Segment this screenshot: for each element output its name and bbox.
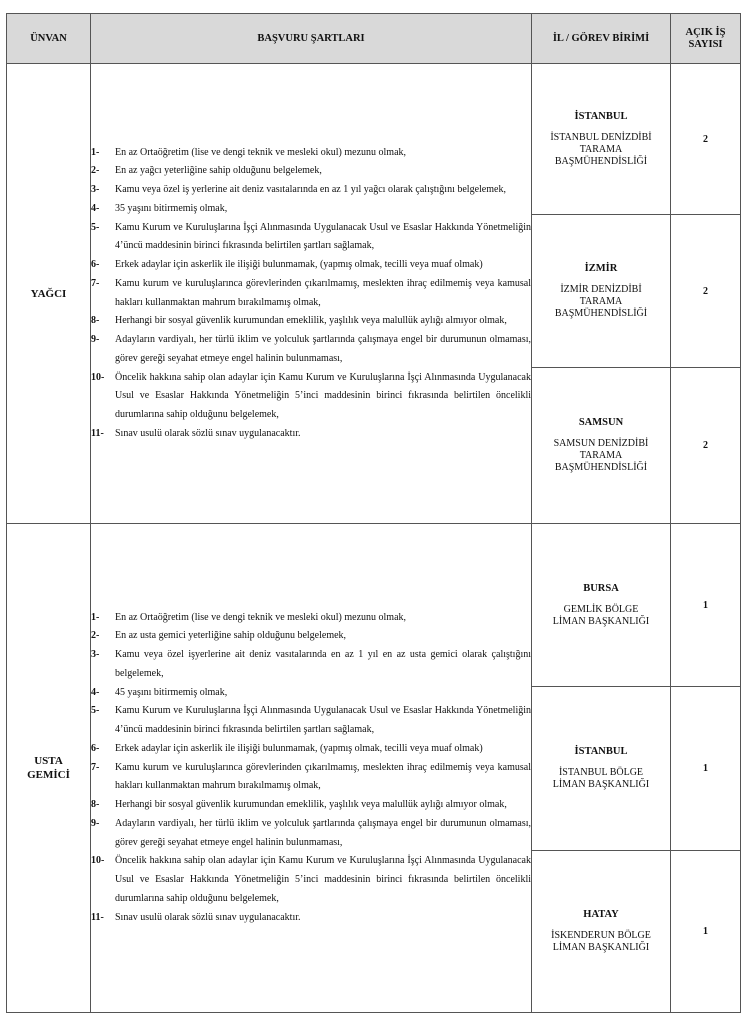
unit-office-line: LİMAN BAŞKANLIĞI bbox=[552, 779, 650, 790]
requirement-text: Öncelik hakkına sahip olan adaylar için Kamu Kurum ve Kuruluşlarına İşçi Alınmasında Uygulanacak Usul ve Esaslar Hakkında Yönetmeliğin 5’inci maddesinin birinci fıkrasında belirtilen öncelikli durumlarına sahip olduğunu belgelemek, bbox=[115, 371, 531, 420]
requirement-number: 9- bbox=[91, 817, 100, 829]
requirement-item bbox=[91, 646, 531, 684]
requirement-number: 11- bbox=[91, 911, 104, 923]
position-title-line: USTA bbox=[34, 755, 63, 767]
unit-office-line: BAŞMÜHENDİSLİĞİ bbox=[554, 462, 648, 473]
header-count-line2: SAYISI bbox=[688, 38, 723, 50]
requirement-number: 2- bbox=[91, 630, 100, 642]
requirement-item bbox=[91, 144, 531, 163]
requirement-number: 6- bbox=[91, 742, 100, 754]
open-positions-count: 2 bbox=[671, 368, 741, 524]
requirement-text: En az Ortaöğretim (lise ve dengi teknik ve mesleki okul) mezunu olmak, bbox=[115, 611, 407, 623]
requirement-number: 7- bbox=[91, 761, 100, 773]
unit-cell bbox=[532, 687, 671, 851]
unit-cell bbox=[532, 851, 671, 1013]
table-body bbox=[7, 64, 741, 1013]
requirement-text: Kamu Kurum ve Kuruluşlarına İşçi Alınmasında Uygulanacak Usul ve Esaslar Hakkında Yönetmeliğin 4’üncü maddesinin birinci fıkrasında belirtilen şartları sağlamak, bbox=[115, 221, 531, 252]
unit-office-line: TARAMA bbox=[579, 450, 623, 461]
requirement-text: Erkek adaylar için askerlik ile ilişiği bulunmamak, (yapmış olmak, tecilli veya muaf olmak) bbox=[115, 742, 483, 754]
requirement-text: Kamu kurum ve kuruluşlarınca görevlerinden çıkarılmamış, meslekten ihraç edilmemiş veya kamusal hakları kullanmaktan mahrum bırakılmamış olmak, bbox=[115, 277, 531, 308]
open-positions-count: 2 bbox=[671, 64, 741, 215]
unit-office-line: İZMİR DENİZDİBİ bbox=[560, 283, 642, 295]
requirement-text: En az usta gemici yeterliğine sahip olduğunu belgelemek, bbox=[115, 630, 347, 642]
job-openings-table bbox=[6, 13, 741, 1013]
header-unit: İL / GÖREV BİRİMİ bbox=[532, 14, 671, 64]
requirement-number: 11- bbox=[91, 427, 104, 439]
requirement-item bbox=[91, 740, 531, 759]
requirement-item bbox=[91, 796, 531, 815]
requirement-text: En az Ortaöğretim (lise ve dengi teknik ve mesleki okul) mezunu olmak, bbox=[115, 146, 407, 158]
unit-cell bbox=[532, 524, 671, 687]
unit-office-line: GEMLİK BÖLGE bbox=[563, 603, 639, 615]
requirement-number: 8- bbox=[91, 315, 100, 327]
requirement-item bbox=[91, 852, 531, 908]
position-title-line: GEMİCİ bbox=[27, 769, 70, 781]
unit-office-line: BAŞMÜHENDİSLİĞİ bbox=[554, 155, 648, 167]
header-count bbox=[671, 14, 741, 64]
requirement-item bbox=[91, 219, 531, 257]
open-positions-count: 1 bbox=[671, 687, 741, 851]
position-title-line: YAĞCI bbox=[30, 287, 67, 300]
unit-city: SAMSUN bbox=[578, 417, 624, 428]
unit-cell bbox=[532, 215, 671, 368]
requirement-item bbox=[91, 200, 531, 219]
table-row bbox=[7, 524, 741, 687]
requirement-item bbox=[91, 162, 531, 181]
requirement-item bbox=[91, 181, 531, 200]
unit-office-line: SAMSUN DENİZDİBİ bbox=[553, 438, 649, 449]
requirement-number: 10- bbox=[91, 371, 105, 383]
unit-cell bbox=[532, 368, 671, 524]
requirement-text: Adayların vardiyalı, her türlü iklim ve yolculuk şartlarında çalışmaya engel bir durumunun olmaması, görev gereği seyahat etmeye engel halinin bulunmaması, bbox=[115, 334, 531, 364]
requirement-item bbox=[91, 909, 531, 928]
requirement-item bbox=[91, 275, 531, 313]
unit-office-line: İSTANBUL DENİZDİBİ bbox=[550, 131, 652, 143]
requirement-text: Kamu veya özel işyerlerine ait deniz vasıtalarında en az 1 yıl en az usta gemici olarak çalıştığını belgelemek, bbox=[115, 649, 531, 679]
requirement-item bbox=[91, 369, 531, 425]
requirement-number: 1- bbox=[91, 611, 100, 623]
requirement-text: Kamu veya özel iş yerlerine ait deniz vasıtalarında en az 1 yıl yağcı olarak çalıştığını belgelemek, bbox=[115, 184, 506, 195]
requirement-number: 7- bbox=[91, 277, 100, 289]
requirement-item bbox=[91, 684, 531, 703]
unit-city: İSTANBUL bbox=[574, 110, 628, 122]
requirement-number: 9- bbox=[91, 334, 100, 345]
requirement-text: Kamu Kurum ve Kuruluşlarına İşçi Alınmasında Uygulanacak Usul ve Esaslar Hakkında Yönetmeliğin 4’üncü maddesinin birinci fıkrasında belirtilen şartları sağlamak, bbox=[115, 705, 531, 736]
unit-office-line: LİMAN BAŞKANLIĞI bbox=[552, 942, 650, 953]
requirement-item bbox=[91, 331, 531, 369]
unit-office-line: LİMAN BAŞKANLIĞI bbox=[552, 615, 650, 627]
unit-office-line: İSKENDERUN BÖLGE bbox=[551, 930, 651, 941]
requirement-text: Herhangi bir sosyal güvenlik kurumundan emeklilik, yaşlılık veya malullük aylığı almıyor olmak, bbox=[115, 315, 507, 327]
requirements-cell bbox=[91, 64, 532, 524]
requirement-text: Sınav usulü olarak sözlü sınav uygulanacaktır. bbox=[115, 427, 301, 439]
requirement-number: 10- bbox=[91, 855, 105, 867]
unit-city: BURSA bbox=[583, 582, 619, 594]
open-positions-count: 1 bbox=[671, 524, 741, 687]
unit-office-line: TARAMA bbox=[579, 143, 623, 155]
header-count-line1: AÇIK İŞ bbox=[685, 26, 726, 38]
unit-office-line: BAŞMÜHENDİSLİĞİ bbox=[554, 307, 648, 319]
header-row bbox=[7, 14, 741, 64]
requirement-text: Adayların vardiyalı, her türlü iklim ve yolculuk şartlarında çalışmaya engel bir durumunun olmaması, görev gereği seyahat etmeye engel halinin bulunmaması, bbox=[115, 817, 531, 848]
requirement-number: 5- bbox=[91, 705, 100, 717]
requirement-number: 3- bbox=[91, 184, 100, 195]
requirement-number: 8- bbox=[91, 799, 100, 811]
requirement-item bbox=[91, 609, 531, 628]
requirements-list bbox=[91, 144, 531, 444]
unit-city: HATAY bbox=[583, 909, 619, 920]
unit-cell bbox=[532, 64, 671, 215]
requirement-number: 4- bbox=[91, 686, 100, 698]
requirement-text: 35 yaşını bitirmemiş olmak, bbox=[115, 202, 228, 214]
requirement-number: 3- bbox=[91, 649, 100, 661]
requirement-item bbox=[91, 759, 531, 797]
requirement-text: Erkek adaylar için askerlik ile ilişiği bulunmamak, (yapmış olmak, tecilli veya muaf olmak) bbox=[115, 259, 483, 270]
unit-office-line: TARAMA bbox=[579, 295, 623, 307]
requirement-text: 45 yaşını bitirmemiş olmak, bbox=[115, 686, 228, 698]
requirement-item bbox=[91, 256, 531, 275]
requirement-number: 5- bbox=[91, 221, 100, 233]
requirement-item bbox=[91, 425, 531, 444]
unit-office-line: İSTANBUL BÖLGE bbox=[558, 767, 644, 778]
requirement-text: Sınav usulü olarak sözlü sınav uygulanacaktır. bbox=[115, 911, 301, 923]
position-title bbox=[7, 524, 91, 1013]
requirement-item bbox=[91, 815, 531, 853]
open-positions-count: 2 bbox=[671, 215, 741, 368]
requirement-text: Öncelik hakkına sahip olan adaylar için Kamu Kurum ve Kuruluşlarına İşçi Alınmasında Uygulanacak Usul ve Esaslar Hakkında Yönetmeliğin 5’inci maddesinin birinci fıkrasında belirtilen öncelikli durumlarına sahip olduğunu belgelemek, bbox=[115, 855, 531, 904]
requirement-number: 6- bbox=[91, 259, 100, 270]
header-requirements: BAŞVURU ŞARTLARI bbox=[91, 14, 532, 64]
unit-city: İZMİR bbox=[584, 262, 618, 274]
requirement-number: 1- bbox=[91, 146, 100, 158]
requirement-text: Kamu kurum ve kuruluşlarınca görevlerinden çıkarılmamış, meslekten ihraç edilmemiş veya kamusal hakları kullanmaktan mahrum bırakılmamış olmak, bbox=[115, 761, 531, 792]
requirements-list bbox=[91, 609, 531, 928]
position-title bbox=[7, 64, 91, 524]
requirement-number: 2- bbox=[91, 165, 100, 177]
requirement-item bbox=[91, 312, 531, 331]
header-title: ÜNVAN bbox=[7, 14, 91, 64]
table-row bbox=[7, 64, 741, 215]
requirement-number: 4- bbox=[91, 202, 100, 214]
open-positions-count: 1 bbox=[671, 851, 741, 1013]
requirement-item bbox=[91, 702, 531, 740]
requirement-text: En az yağcı yeterliğine sahip olduğunu belgelemek, bbox=[115, 165, 322, 177]
unit-city: İSTANBUL bbox=[574, 746, 628, 757]
requirements-cell bbox=[91, 524, 532, 1013]
requirement-text: Herhangi bir sosyal güvenlik kurumundan emeklilik, yaşlılık veya malullük aylığı almıyor olmak, bbox=[115, 799, 507, 811]
requirement-item bbox=[91, 627, 531, 646]
